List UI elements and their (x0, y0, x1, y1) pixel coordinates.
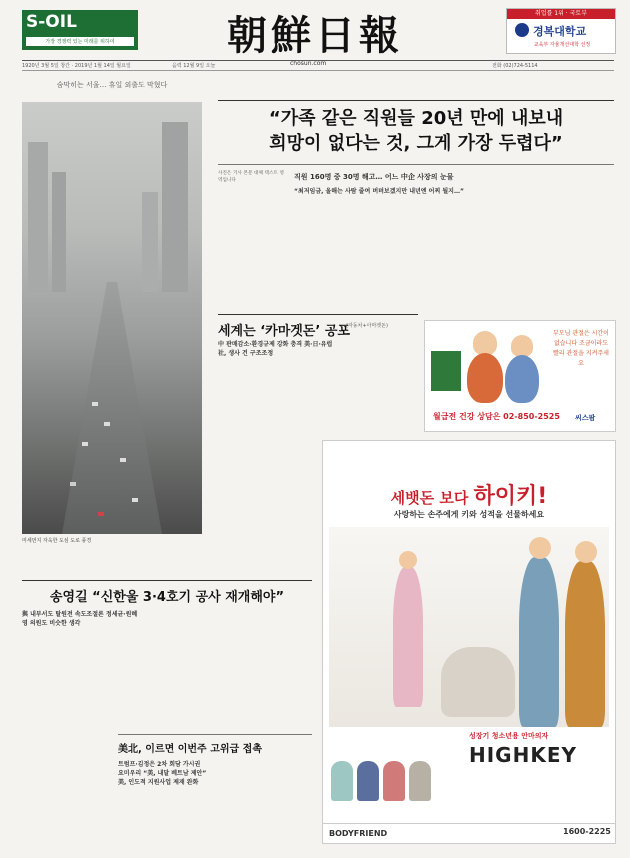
chair-mint (331, 761, 353, 801)
story3-deck: 與 내부서도 탈원전 속도조절론 정세균·원혜영 의원도 비슷한 생각 (22, 611, 138, 627)
girl-figure (393, 567, 423, 707)
section-rule (218, 164, 614, 165)
soil-logo: S-OIL (26, 12, 77, 32)
lead-body-col-5 (492, 200, 552, 310)
bodyfriend-logo: BODYFRIEND (329, 829, 388, 838)
massage-ad-label: 성장기 청소년용 안마의자 (469, 732, 549, 740)
road-shape (62, 282, 162, 534)
lunar-date: 음력 12월 9일 오늘 (172, 63, 216, 69)
girl-face (399, 551, 417, 569)
section-rule (218, 100, 614, 101)
story2-deck: 中 판매감소·환경규제 강화 충격 美·日·유럽社, 생사 건 구조조정 (218, 341, 333, 357)
story3-body-col-2 (118, 610, 208, 730)
massage-ad-phone: 1600-2225 (563, 827, 611, 836)
grandpa-body (505, 355, 539, 403)
lead-body-col-3 (360, 200, 420, 310)
story4-body-col-1 (214, 760, 312, 840)
car-shape (92, 402, 98, 406)
story2-headline[interactable]: 세계는 ‘카마겟돈’ 공포 (218, 324, 350, 339)
supplement-copy: 부모님 관절은 시간이 없습니다 조금이라도 빨리 관절을 지켜주세요 (553, 330, 609, 367)
car-shape (104, 422, 110, 426)
section-rule (218, 314, 418, 315)
chair-red (383, 761, 405, 801)
university-name: 경복대학교 (533, 25, 587, 38)
section-rule (118, 734, 312, 735)
massage-ad-headline-b: 하이키! (473, 484, 548, 509)
building-shape (28, 142, 48, 292)
grandma-face (473, 331, 497, 355)
lead-headline-line1: “가족 같은 직원들 20년 만에 내보내 (268, 108, 564, 129)
grandpa-face (511, 335, 533, 357)
building-shape (162, 122, 188, 292)
massage-ad-photo (329, 527, 609, 727)
story2-body-col-2 (322, 340, 368, 436)
lead-body-col-4 (426, 200, 486, 310)
car-shape (120, 458, 126, 462)
lead-body-col-1: 사진은 기사 본문 대체 텍스트 영역입니다 (218, 171, 284, 184)
grandma-face (575, 541, 597, 563)
story2-body-col-1 (218, 376, 314, 572)
website-label: chosun.com (290, 60, 327, 67)
supplement-brand: 씨스팜 (575, 414, 596, 422)
smog-photo (22, 102, 202, 534)
nameplate: 朝鮮日報 (227, 12, 403, 59)
chair-gray (409, 761, 431, 801)
car-shape (70, 482, 76, 486)
car-shape (98, 512, 104, 516)
massage-chair-shape (441, 647, 515, 717)
story2-body-col-3 (372, 340, 418, 436)
lead-deck-2: “최저임금, 올해는 사람 줄여 버텨보겠지만 내년엔 어찌 될지…” (294, 188, 464, 195)
column-side-text (22, 740, 112, 840)
issue-date: 1920년 3월 5일 창간 · 2019년 1월 14일 월요일 (22, 63, 131, 69)
massage-ad-headline (323, 479, 615, 510)
car-shape (82, 442, 88, 446)
massage-ad-sub: 사랑하는 손주에게 키와 성적을 선물하세요 (393, 510, 545, 519)
lead-body-col-2 (294, 200, 354, 310)
photo-caption: 미세먼지 자욱한 도심 도로 풍경 (22, 538, 92, 544)
story4-headline[interactable]: 美北, 이르면 이번주 고위급 접촉 (118, 744, 262, 755)
grandma-figure (565, 561, 605, 727)
highkey-logo: HIGHKEY (469, 743, 577, 767)
crest-icon (515, 23, 529, 37)
lead-body-col-6 (558, 170, 614, 310)
supplement-ad[interactable] (424, 320, 616, 432)
university-sub: 교육부 자율개선대학 선정 (533, 42, 591, 48)
car-shape (132, 498, 138, 502)
university-ad[interactable] (506, 8, 616, 54)
university-ad-top: 취업률 1위 · 국토부 (507, 9, 615, 19)
grandpa-figure (519, 557, 559, 727)
grandma-body (467, 353, 503, 403)
story4-deck: 트럼프·김정은 2차 회담 가시권 요미우리 “美, 내달 베트남 제안” 美, 인도적 지원사업 제재 완화 (118, 761, 207, 786)
chair-lineup (331, 741, 461, 801)
chair-navy (357, 761, 379, 801)
story2-subtitle: (자동차+아마겟돈) (346, 323, 388, 329)
grandpa-face (529, 537, 551, 559)
lead-deck-1: 직원 160명 중 30명 해고… 어느 中企 사장의 눈물 (294, 173, 454, 181)
date-bar (22, 60, 614, 71)
photo-kicker: 숨막히는 서울… 휴일 외출도 막혔다 (56, 81, 168, 89)
story3-body-col-1 (22, 640, 112, 726)
lead-headline-line2: 희망이 없다는 것, 그게 가장 두렵다” (269, 133, 563, 154)
story3-body-col-3 (214, 610, 312, 730)
section-rule (22, 580, 312, 581)
building-shape (52, 172, 66, 292)
story3-headline[interactable]: 송영길 “신한울 3·4호기 공사 재개해야” (49, 590, 285, 605)
building-shape (142, 192, 158, 292)
massage-chair-ad[interactable] (322, 440, 616, 844)
lead-headline[interactable] (218, 106, 614, 156)
supplement-phone: 월급전 건강 상담은 02-850-2525 (433, 412, 560, 421)
soil-tagline: 가장 경쟁력 있는 미래를 위하여 (26, 37, 134, 46)
massage-ad-headline-a: 세뱃돈 보다 (390, 489, 474, 507)
product-box (431, 351, 461, 391)
phone-line: 전화 (02)724-5114 (492, 63, 538, 69)
soil-ad[interactable] (22, 10, 138, 50)
